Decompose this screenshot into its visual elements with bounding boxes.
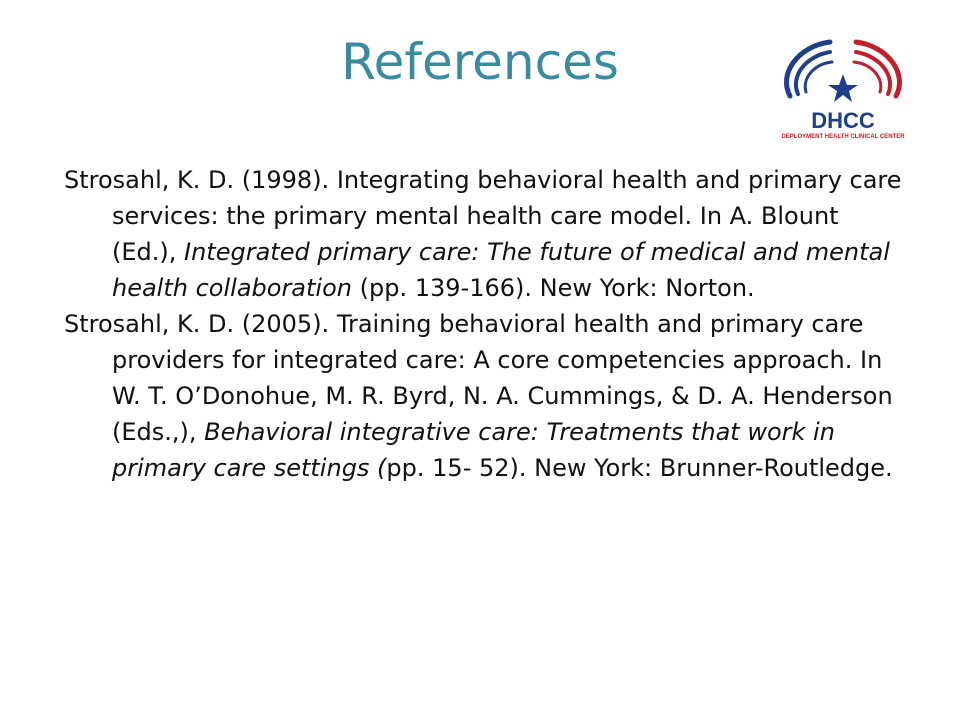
reference-text: Strosahl, K. D. (2005). Training behavioral health and primary care providers for integrated care: A core competencies approach. In W. T. O’Donohue, M. R. Byrd, N. A. Cummings, & D. A. Henderson (Eds.,),	[64, 310, 893, 446]
slide-title: References	[341, 33, 619, 91]
reference-item	[64, 306, 906, 486]
reference-text: Strosahl, K. D. (1998). Integrating behavioral health and primary care services: the primary mental health care model. In A. Blount (Ed.),	[64, 166, 902, 266]
logo-subtitle: DEPLOYMENT HEALTH CLINICAL CENTER	[781, 134, 905, 140]
reference-italic-title: Integrated primary care: The future of medical and mental health collaboration	[112, 238, 890, 302]
logo-wordmark: DHCC	[811, 108, 875, 133]
dhcc-logo-icon	[768, 34, 918, 146]
reference-text-end: pp. 15- 52). New York: Brunner-Routledge.	[386, 454, 893, 482]
reference-text-end: (pp. 139-166). New York: Norton.	[352, 274, 755, 302]
dhcc-logo	[768, 34, 918, 146]
reference-italic-title: Behavioral integrative care: Treatments that work in primary care settings (	[112, 418, 835, 482]
reference-item	[64, 162, 906, 306]
reference-list	[64, 162, 906, 486]
